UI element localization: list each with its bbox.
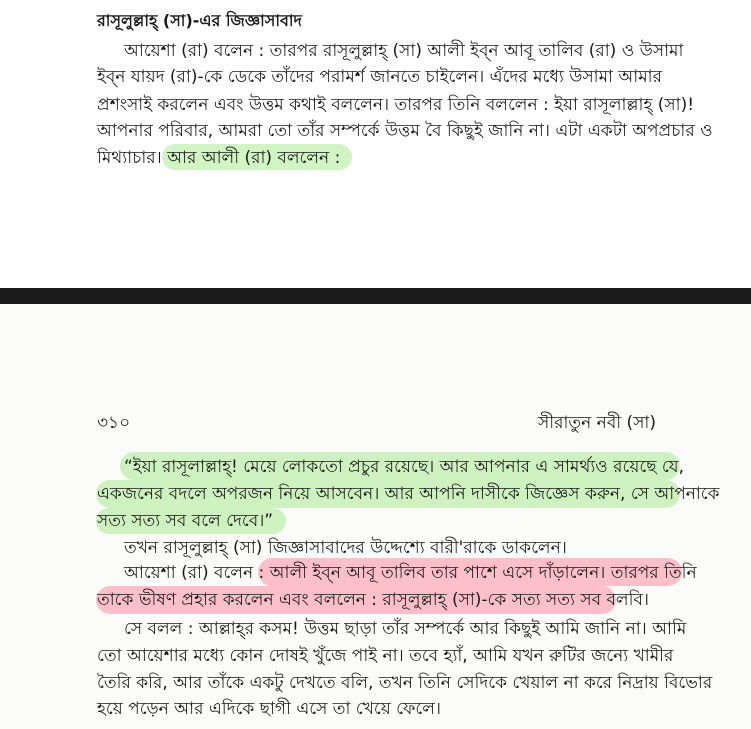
bottom-line-8: তো আয়েশার মধ্যে কোন দোষই খুঁজে পাই না। তবে হ্যাঁ, আমি যখন রুটির জন্যে খামীর (97, 646, 674, 666)
top-line-4: আপনার পরিবার, আমরা তো তাঁর সম্পর্কে উত্তম বৈ কিছুই জানি না। এটা একটা অপপ্রচার ও (97, 121, 713, 141)
bottom-line-10: হয়ে পড়েন আর এদিকে ছাগী এসে তা খেয়ে ফেলে। (97, 699, 442, 719)
bottom-line-3: সত্য সত্য সব বলে দেবে।” (97, 511, 274, 531)
bottom-line-2: একজনের বদলে অপরজন নিয়ে আসবেন। আর আপনি দাসীকে জিজ্ঞেস করুন, সে আপনাকে (97, 484, 720, 504)
top-line-5: মিথ্যাচার। আর আলী (রা) বললেন : (97, 148, 341, 168)
bottom-line-5: আয়েশা (রা) বলেন : আলী ইব্‌ন আবূ তালিব তার পাশে এসে দাঁড়ালেন। তারপর তিনি (124, 563, 697, 583)
page-divider (0, 288, 751, 304)
bottom-page-panel (0, 304, 751, 729)
top-line-1: আয়েশা (রা) বলেন : তারপর রাসূলুল্লাহ্‌ (সা) আলী ইব্‌ন আবূ তালিব (রা) ও উসামা (124, 41, 684, 61)
top-line-3: প্রশংসাই করলেন এবং উত্তম কথাই বললেন। তারপর তিনি বললেন : ইয়া রাসূলাল্লাহ্‌ (সা)! (97, 95, 695, 115)
section-heading: রাসূলুল্লাহ্‌ (সা)-এর জিজ্ঞাসাবাদ (97, 11, 302, 30)
bottom-line-7: সে বলল : আল্লাহ্‌র কসম! উত্তম ছাড়া তাঁর সম্পর্কে আর কিছুই আমি জানি না। আমি (124, 619, 687, 639)
bottom-line-6: তাকে ভীষণ প্রহার করলেন এবং বললেন : রাসূলুল্লাহ্‌ (সা)-কে সত্য সত্য সব বলবি। (97, 590, 649, 610)
running-head: সীরাতুন নবী (সা) (538, 413, 656, 433)
top-page-panel (0, 0, 751, 288)
bottom-line-9: তৈরি করি, আর তাঁকে একটু দেখতে বলি, তখন তিনি সেদিকে খেয়াল না করে নিদ্রায় বিভোর (97, 673, 713, 693)
top-line-2: ইব্‌ন যায়দ (রা)-কে ডেকে তাঁদের পরামর্শ জানতে চাইলেন। এঁদের মধ্যে উসামা আমার (97, 67, 662, 87)
bottom-line-4: তখন রাসূলুল্লাহ্‌ (সা) জিজ্ঞাসাবাদের উদ্দেশ্যে বারী'রাকে ডাকলেন। (124, 538, 567, 558)
bottom-line-1: “ইয়া রাসূলাল্লাহ্‌! মেয়ে লোকতো প্রচুর রয়েছে। আর আপনার এ সামর্থ্যও রয়েছে যে, (124, 457, 685, 477)
page-number: ৩১০ (97, 413, 131, 433)
